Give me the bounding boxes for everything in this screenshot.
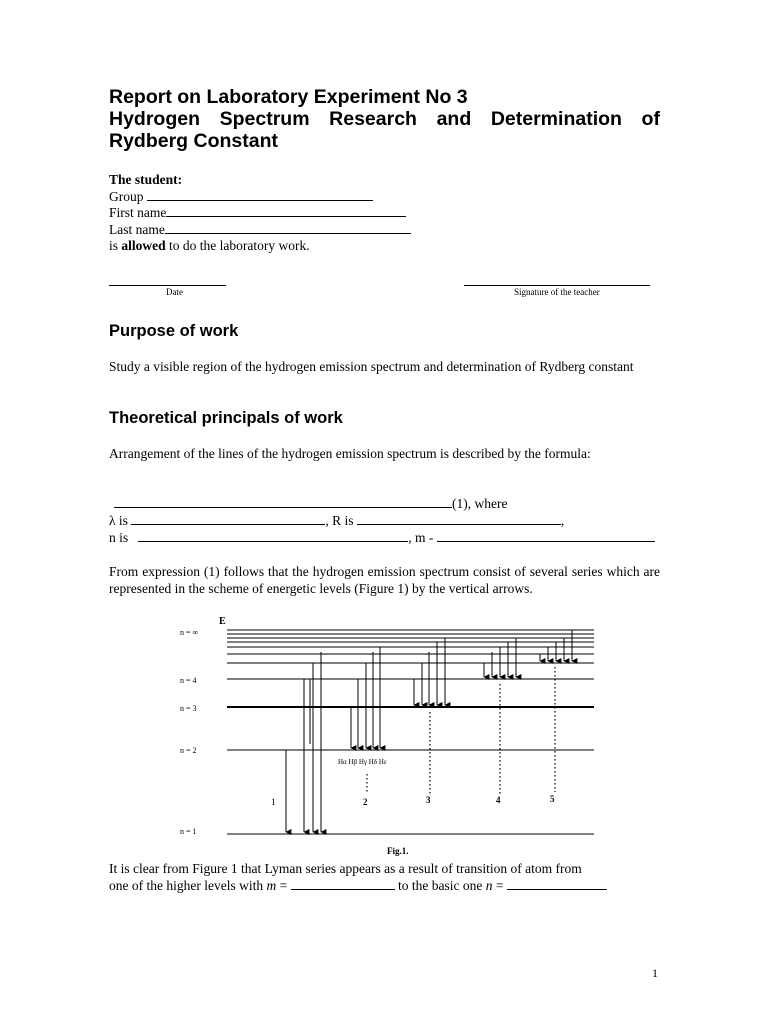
allowed-bold: allowed	[121, 238, 166, 253]
level-label: n = 2	[180, 746, 197, 755]
level-label: n = 3	[180, 704, 197, 713]
paschen-series-arrows	[414, 638, 445, 705]
n-field[interactable]	[138, 530, 408, 542]
group-row	[109, 189, 411, 206]
series-label: 4	[496, 795, 501, 805]
m-variable: m	[266, 878, 277, 893]
first-name-label: First name	[109, 205, 167, 220]
report-title	[109, 86, 660, 152]
n-value-field[interactable]	[507, 878, 607, 890]
student-block	[109, 172, 411, 255]
title-line-2	[109, 108, 660, 130]
series-label: 3	[426, 795, 431, 805]
r-label: , R is	[325, 513, 354, 528]
dotted-guides	[367, 667, 555, 794]
comma: ,	[560, 513, 565, 528]
lambda-label: λ is	[109, 513, 128, 528]
teacher-signature-line[interactable]	[464, 285, 650, 286]
brackett-series-arrows	[484, 638, 516, 677]
conclusion-line-2	[109, 878, 607, 895]
n-variable: n	[485, 878, 493, 893]
formula-suffix: (1), where	[452, 496, 508, 511]
balmer-series-arrows	[351, 647, 380, 748]
last-name-row	[109, 222, 411, 239]
series-label: 1	[271, 797, 276, 807]
teacher-signature-label: Signature of the teacher	[514, 287, 600, 297]
equals-sign: =	[495, 878, 504, 893]
m-value-field[interactable]	[291, 878, 395, 890]
first-name-row	[109, 205, 411, 222]
formula-field[interactable]	[114, 496, 452, 508]
title-line-1: Report on Laboratory Experiment No 3	[109, 86, 468, 108]
purpose-text: Study a visible region of the hydrogen emission spectrum and determination of Rydberg constant	[109, 359, 634, 374]
conclusion-prefix: one of the higher levels with	[109, 878, 264, 893]
first-name-field[interactable]	[166, 205, 406, 217]
group-field[interactable]	[147, 189, 373, 201]
series-label: 2	[363, 797, 368, 807]
title-word: of	[641, 108, 660, 130]
last-name-label: Last name	[109, 221, 165, 237]
pfund-series-arrows	[540, 630, 572, 661]
title-word: Spectrum	[219, 108, 310, 130]
student-heading: The student:	[109, 172, 183, 187]
title-word: Determination	[490, 108, 622, 130]
continuum-lines	[227, 630, 594, 663]
purpose-heading: Purpose of work	[109, 322, 239, 340]
allowed-row	[109, 238, 411, 255]
group-label: Group	[109, 188, 144, 204]
last-name-field[interactable]	[165, 222, 411, 234]
theory-intro: Arrangement of the lines of the hydrogen emission spectrum is described by the formula:	[109, 446, 591, 461]
allowed-suffix: to do the laboratory work.	[169, 238, 310, 253]
allowed-prefix: is	[109, 238, 119, 253]
date-label: Date	[166, 287, 183, 297]
level-label: n = ∞	[180, 628, 199, 637]
lambda-field[interactable]	[131, 513, 325, 525]
title-word: Hydrogen	[109, 108, 201, 130]
energy-level-diagram	[170, 612, 610, 860]
m-field[interactable]	[437, 530, 655, 542]
series-label: 5	[550, 794, 555, 804]
title-line-3: Rydberg Constant	[109, 130, 279, 152]
n-label: n is	[109, 530, 129, 545]
conclusion-mid: to the basic one	[397, 878, 483, 893]
equals-sign: =	[279, 878, 288, 893]
level-label: n = 4	[180, 676, 197, 685]
theory-heading: Theoretical principals of work	[109, 409, 343, 427]
figure-caption: Fig.1.	[387, 846, 409, 856]
expression-text: From expression (1) follows that the hydrogen emission spectrum consist of several series which are represented in the scheme of energetic levels (Figure 1) by the vertical arrows.	[109, 564, 660, 596]
r-field[interactable]	[357, 513, 561, 525]
formula-row	[109, 496, 507, 513]
n-row	[109, 530, 655, 547]
balmer-lines-label: Hα Hβ Hγ Hδ Hε	[338, 758, 387, 766]
title-word: and	[436, 108, 472, 130]
page-number: 1	[652, 966, 658, 980]
title-word: Research	[329, 108, 417, 130]
conclusion-line-1: It is clear from Figure 1 that Lyman series appears as a result of transition of atom from	[109, 861, 582, 876]
lambda-row	[109, 513, 564, 530]
energy-axis-label: E	[219, 616, 226, 627]
m-label: , m -	[408, 530, 434, 545]
level-label: n = 1	[180, 827, 197, 836]
date-line[interactable]	[109, 285, 226, 286]
